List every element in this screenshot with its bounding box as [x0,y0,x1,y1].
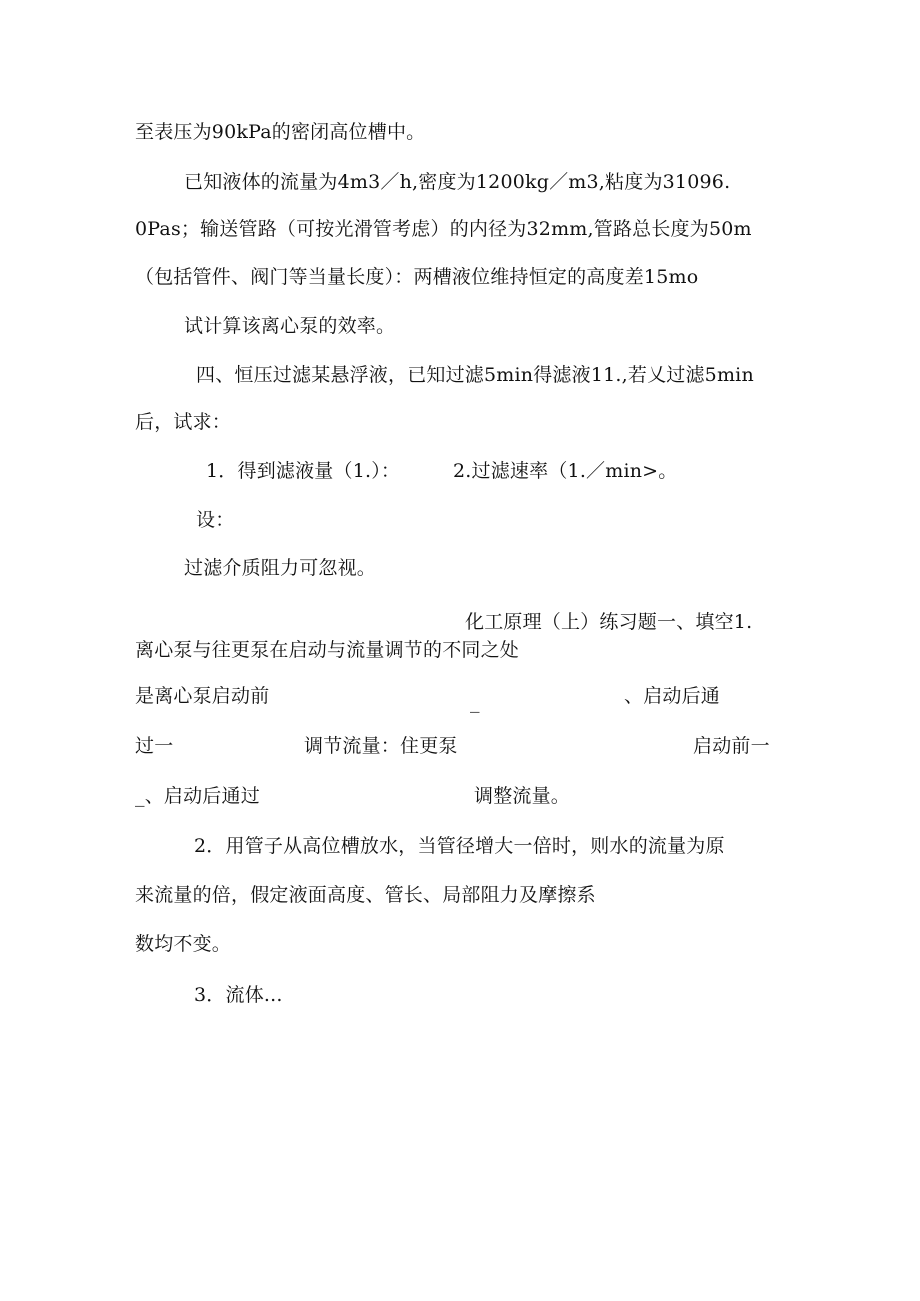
text-line: 试计算该离心泵的效率。 [184,315,396,337]
text-line: （包括管件、阀门等当量长度）：两槽液位维持恒定的高度差15mo [135,266,699,288]
text-line: 后，试求： [135,411,232,433]
text-line: 、启动后通 [624,685,721,707]
text-line: 来流量的倍，假定液面高度、管长、局部阻力及摩擦系 [135,884,596,906]
text-line: 3．流体... [194,984,283,1006]
text-line: 2．用管子从高位槽放水，当管径增大一倍时，则水的流量为原 [194,835,725,857]
text-line: 数均不变。 [135,933,232,955]
text-line: 过滤介质阻力可忽视。 [184,557,377,579]
text-line: 1．得到滤液量（1.）： [206,460,401,482]
text-line: 是离心泵启动前 [135,685,270,707]
text-line: 化工原理（上）练习题一、填空1. [465,611,753,633]
text-line: 0Pas；输送管路（可按光滑管考虑）的内径为32mm,管路总长度为50m [135,218,752,240]
text-line: 过一 [135,735,174,757]
text-line: _、启动后通过 [135,785,260,807]
text-line: 至表压为90kPa的密闭高位槽中。 [135,121,426,143]
text-line: 设： [196,509,235,531]
text-line: 调节流量：住更泵 [304,735,458,757]
blank-marker: _ [470,691,480,713]
text-line: 离心泵与往更泵在启动与流量调节的不同之处 [135,639,520,661]
text-line: 调整流量。 [474,785,571,807]
text-line: 启动前一 [693,735,770,757]
text-line: 四、恒压过滤某悬浮液，已知过滤5min得滤液11.,若乂过滤5min [196,364,754,386]
text-line: 2.过滤速率（1.／min>。 [453,460,678,482]
text-line: 已知液体的流量为4m3／h,密度为1200kg／m3,粘度为31096. [184,171,731,193]
